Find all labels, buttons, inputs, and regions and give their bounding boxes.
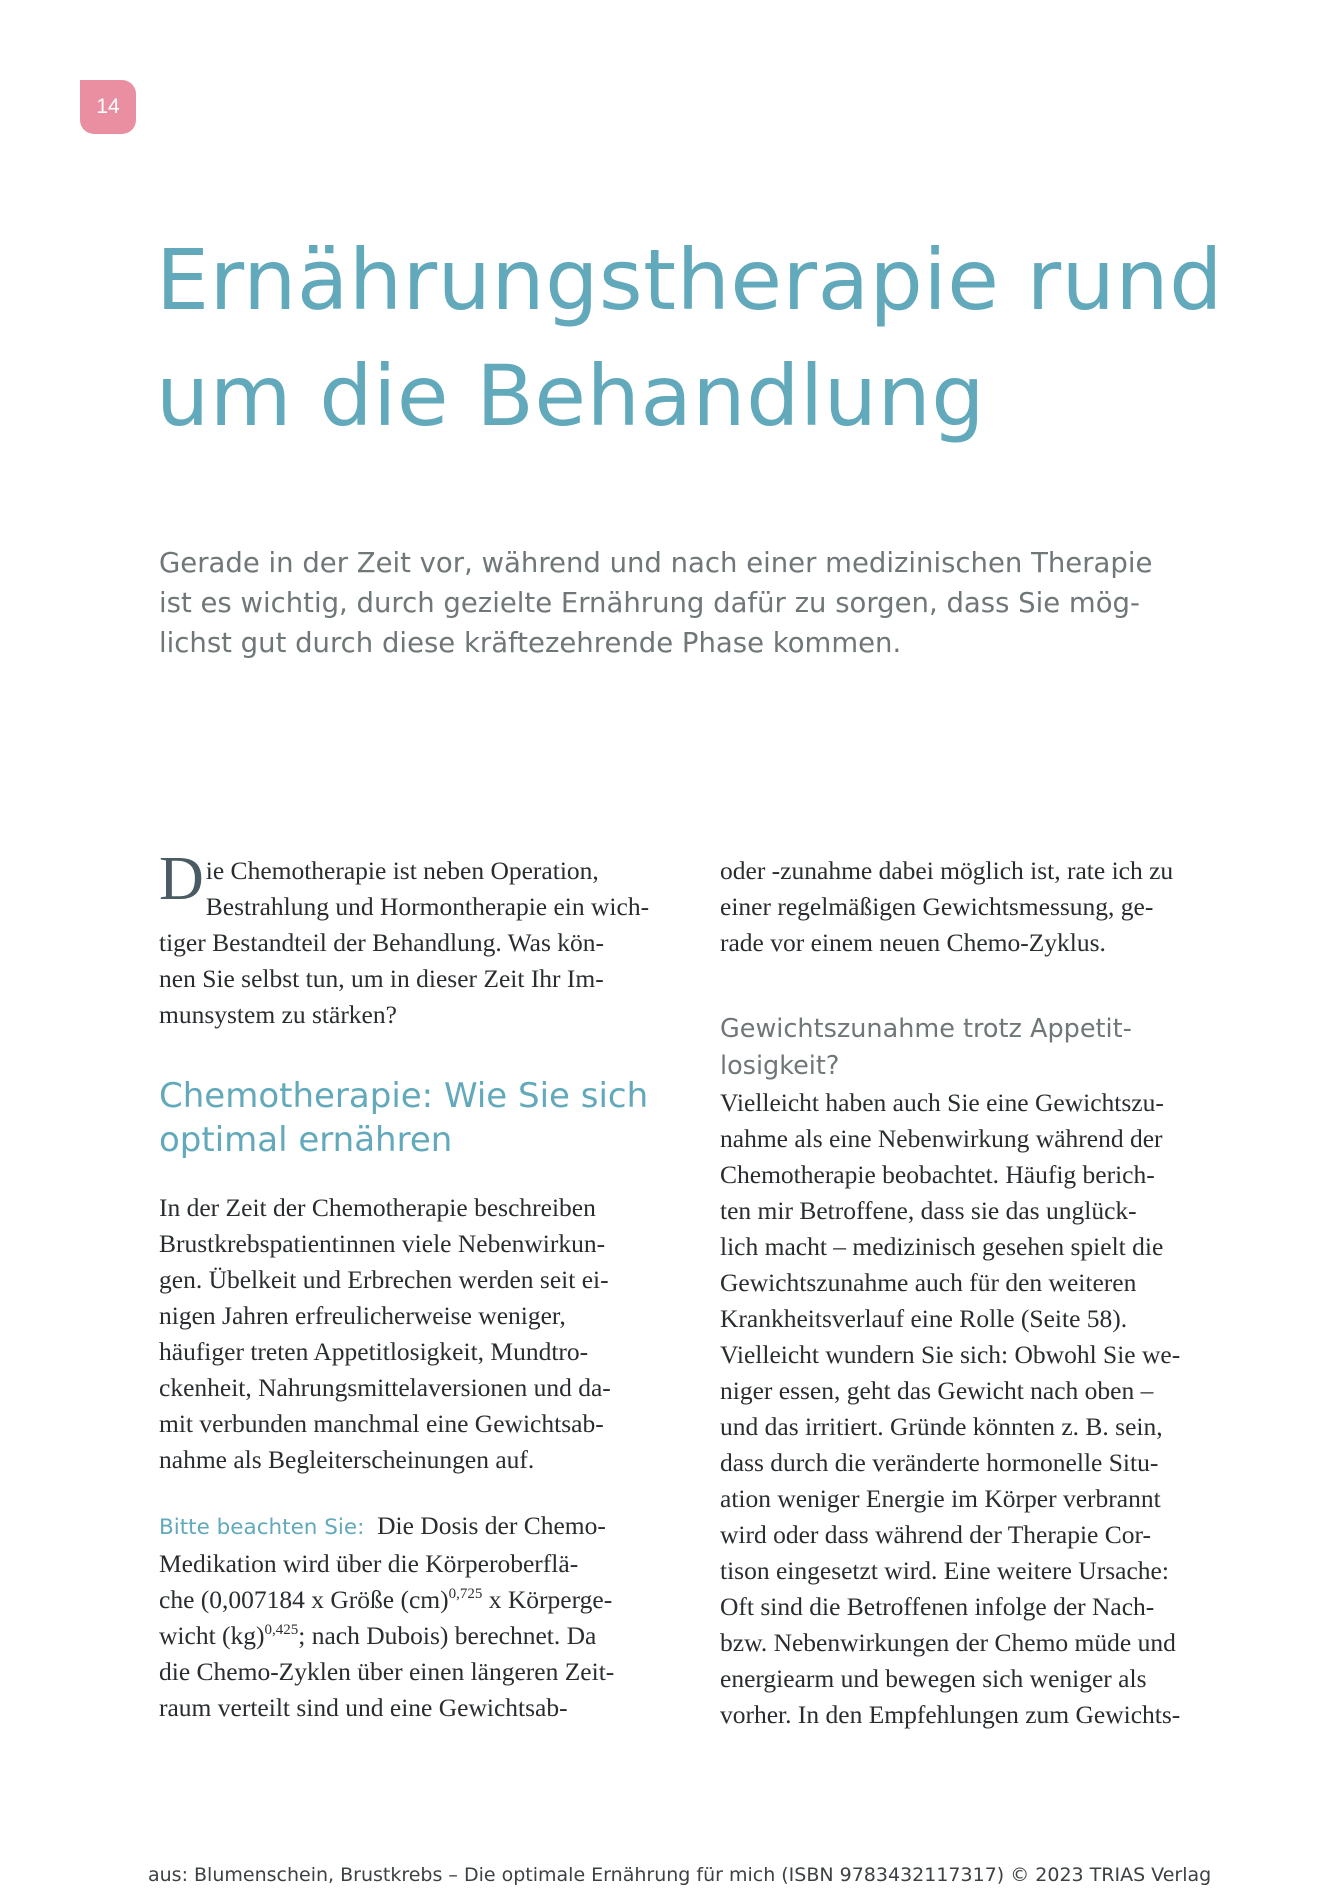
continuation-paragraph (720, 853, 1240, 961)
text-line: Gewichtszunahme auch für den weiteren (720, 1268, 1137, 1297)
text-line: munsystem zu stärken? (159, 1000, 397, 1029)
text-line: dass durch die veränderte hormonelle Situ- (720, 1448, 1159, 1477)
text-line: niger essen, geht das Gewicht nach oben – (720, 1376, 1154, 1405)
text-line: tison eingesetzt wird. Eine weitere Ursache: (720, 1556, 1169, 1585)
text-line: mit verbunden manchmal eine Gewichtsab- (159, 1409, 604, 1438)
text-line (159, 1582, 679, 1618)
text-line: tiger Bestandteil der Behandlung. Was kön- (159, 928, 605, 957)
text-line: Krankheitsverlauf eine Rolle (Seite 58). (720, 1304, 1128, 1333)
text-line: Chemotherapie beobachtet. Häufig berich- (720, 1160, 1155, 1189)
text-line (159, 1618, 679, 1654)
text-line: nigen Jahren erfreulicherweise weniger, (159, 1301, 566, 1330)
title-line: Ernährungstherapie rund (156, 231, 1223, 329)
text-line: In der Zeit der Chemotherapie beschreiben (159, 1193, 596, 1222)
page-number-badge: 14 (80, 80, 136, 134)
text-line: Brustkrebspatientinnen viele Nebenwirkun- (159, 1229, 606, 1258)
formula-part: x Körperge- (482, 1585, 613, 1614)
text-line: häufiger treten Appetitlosigkeit, Mundtro- (159, 1337, 589, 1366)
lead-line: ist es wichtig, durch gezielte Ernährung dafür zu sorgen, dass Sie mög- (159, 587, 1140, 619)
text-line: wird oder dass während der Therapie Cor- (720, 1520, 1151, 1549)
exponent: 0,425 (264, 1622, 299, 1638)
right-column (720, 853, 1240, 1733)
note-text: Die Dosis der Chemo- (377, 1511, 606, 1540)
text-line: Oft sind die Betroffenen infolge der Nach- (720, 1592, 1155, 1621)
section-heading-chemotherapy (159, 1074, 679, 1162)
chemotherapy-paragraph (159, 1190, 679, 1478)
drop-cap: D (159, 845, 204, 913)
text-line: gen. Übelkeit und Erbrechen werden seit ei- (159, 1265, 609, 1294)
text-line: raum verteilt sind und eine Gewichtsab- (159, 1693, 568, 1722)
text-line: und das irritiert. Gründe könnten z. B. sein, (720, 1412, 1163, 1441)
text-line: nen Sie selbst tun, um in dieser Zeit Ihr Im- (159, 964, 604, 993)
weight-gain-paragraph (720, 1085, 1240, 1733)
text-line: ie Chemotherapie ist neben Operation, (205, 856, 599, 885)
page-title (156, 222, 1256, 454)
text-line: ckenheit, Nahrungsmittelaversionen und da- (159, 1373, 611, 1402)
text-line: Bestrahlung und Hormontherapie ein wich- (205, 892, 650, 921)
text-line: Medikation wird über die Körperoberflä- (159, 1549, 579, 1578)
formula-part: che (0,007184 x Größe (cm) (159, 1585, 449, 1614)
heading-line: optimal ernähren (159, 1120, 453, 1160)
note-paragraph (159, 1508, 679, 1726)
source-footer: aus: Blumenschein, Brustkrebs – Die optimale Ernährung für mich (ISBN 9783432117317) © 2023 TRIAS Verlag (148, 1864, 1212, 1886)
text-line: ten mir Betroffene, dass sie das unglück- (720, 1196, 1137, 1225)
section-heading-weight-gain (720, 1011, 1240, 1085)
lead-paragraph (159, 543, 1259, 663)
text-line: lich macht – medizinisch gesehen spielt die (720, 1232, 1164, 1261)
text-line: bzw. Nebenwirkungen der Chemo müde und (720, 1628, 1176, 1657)
text-line (159, 1508, 679, 1546)
heading-line: losigkeit? (720, 1051, 840, 1081)
left-column (159, 845, 679, 1726)
lead-line: Gerade in der Zeit vor, während und nach einer medizinischen Therapie (159, 547, 1153, 579)
text-line: rade vor einem neuen Chemo-Zyklus. (720, 928, 1106, 957)
title-line: um die Behandlung (156, 347, 986, 445)
formula-part: ; nach Dubois) berechnet. Da (298, 1621, 597, 1650)
text-line: energiearm und bewegen sich weniger als (720, 1664, 1147, 1693)
text-line: nahme als Begleiterscheinungen auf. (159, 1445, 535, 1474)
text-line: die Chemo-Zyklen über einen längeren Zeit- (159, 1657, 615, 1686)
lead-line: lichst gut durch diese kräftezehrende Phase kommen. (159, 627, 902, 659)
exponent: 0,725 (448, 1586, 483, 1602)
heading-line: Chemotherapie: Wie Sie sich (159, 1076, 649, 1116)
formula-part: wicht (kg) (159, 1621, 265, 1650)
text-line: einer regelmäßigen Gewichtsmessung, ge- (720, 892, 1154, 921)
heading-line: Gewichtszunahme trotz Appetit- (720, 1014, 1132, 1044)
text-line: nahme als eine Nebenwirkung während der (720, 1124, 1163, 1153)
text-line: oder -zunahme dabei möglich ist, rate ich zu (720, 856, 1174, 885)
text-line: ation weniger Energie im Körper verbrannt (720, 1484, 1161, 1513)
text-line: vorher. In den Empfehlungen zum Gewichts- (720, 1700, 1181, 1729)
note-label: Bitte beachten Sie: (159, 1515, 365, 1540)
intro-paragraph (159, 845, 679, 1033)
text-line: Vielleicht haben auch Sie eine Gewichtszu- (720, 1088, 1164, 1117)
text-line: Vielleicht wundern Sie sich: Obwohl Sie we- (720, 1340, 1181, 1369)
